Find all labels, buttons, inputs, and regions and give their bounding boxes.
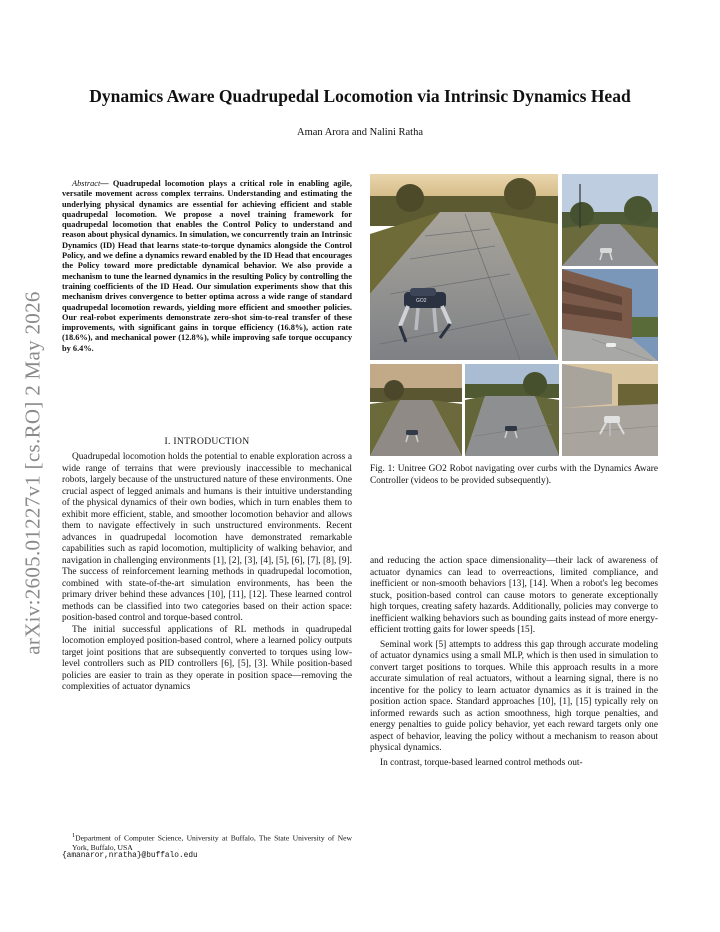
footnote-affiliation: Department of Computer Science, University at Buffalo, The State University of New York, Buffalo, USA <box>72 833 352 852</box>
bottom-right-photo <box>562 364 658 456</box>
left-column-body <box>62 452 352 694</box>
footnote-emails: {amanaror,nratha}@buffalo.edu <box>62 851 198 860</box>
svg-text:GO2: GO2 <box>416 298 427 304</box>
figure-1-caption: Fig. 1: Unitree GO2 Robot navigating over curbs with the Dynamics Aware Controller (videos to be provided subsequently). <box>370 464 658 486</box>
abstract-lead: Abstract <box>72 179 101 188</box>
abstract-block <box>62 179 352 354</box>
top-right-photo <box>562 174 658 266</box>
intro-paragraph-4: Seminal work [5] attempts to address this gap through accurate modeling of actuator dynamics using a small MLP, which is then used in simulation to convert target positions to torques. While this approach results in a more accurate simulation of real actuators, without a learning signal, there is no incentive for the policy to learn actuator dynamics as it is trained in the position action space. Standard approaches [10], [1], [15] typically rely on informed rewards such as action smoothness, high torque penalties, and energy penalties to guide policy behavior, yet each reward targets only one aspect of behavior, leaving the policy without a mechanism to reason about physical dynamics. <box>370 639 658 753</box>
abstract-text: — Quadrupedal locomotion plays a critical role in enabling agile, versatile movement across complex terrains. Understanding and estimating the underlying physical dynamics are essential for achieving efficient and stable quadrupedal locomotion. We propose a novel training framework for quadrupedal locomotion that enables the Control Policy to understand and reason about physical dynamics. In simulation, we concurrently train an Intrinsic Dynamics (ID) Head that learns state-to-torque dynamics alongside the Control Policy, and we define a dynamics reward enabled by the ID Head that encourages the Policy toward more predictable dynamical behavior. We also provide a mechanism to tune the learned dynamics in the resulting Policy by controlling the training coefficients of the ID Head. Our simulation experiments show that this mechanism drives convergence to better optima across a wide range of standard quadrupedal locomotion rewards, yielding more efficient and smoother policies. Our real-robot experiments demonstrate zero-shot sim-to-real transfer of these improvements, with significant gains in torque efficiency (16.8%), action rate (18.6%), and mechanical power (12.8%), while improving safe torque occupancy by 6.4%. <box>62 179 352 353</box>
affiliation-footnote <box>62 831 352 861</box>
right-column-body <box>370 556 658 769</box>
intro-paragraph-2: The initial successful applications of RL methods in quadrupedal locomotion employed position-based control, where a learned policy outputs target joint positions that are subsequently converted to torques using low-level controllers such as PID controllers [6], [5], [3]. While position-based policies are easier to train as they operate in position space—removing the complexities of actuator dynamics <box>62 624 352 692</box>
arxiv-id-text: arXiv:2605.01227v1 [cs.RO] 2 May 2026 <box>20 291 45 655</box>
middle-right-photo <box>562 269 658 361</box>
intro-paragraph-5: In contrast, torque-based learned control methods out- <box>380 757 583 768</box>
bottom-center-photo <box>465 364 559 456</box>
bottom-left-photo <box>370 364 462 456</box>
section-heading-introduction: I. INTRODUCTION <box>164 436 250 447</box>
main-robot-photo <box>370 174 558 360</box>
intro-paragraph-1: Quadrupedal locomotion holds the potential to enable exploration across a wide range of terrains that were previously inaccessible to mechanical robots, largely because of the unstructured nature of these environments. One crucial aspect of legged animals and humans is their intuitive understanding of the physical dynamics of their own bodies, which in turn enables them to exhibit more efficient, stable, and smoother locomotion behavior and allows them to navigate effectively in such unstructured environments. Recent advances in quadrupedal locomotion have demonstrated remarkable capabilities such as rapid locomotion, multiplicity of walking behavior, and navigation in challenging environments [1], [2], [3], [4], [5], [6], [7], [8], [9]. The success of reinforcement learning methods in quadrupedal locomotion, combined with state-of-the-art simulation environments, has been the primary driver behind these advances [10], [11], [12]. These learned control methods can be classified into two categories based on their action space: position-based control and torque-based control. <box>62 452 352 623</box>
figure-1-collage <box>370 174 658 456</box>
footnote-marker: 1 <box>72 832 76 839</box>
intro-paragraph-3: and reducing the action space dimensionality—their lack of awareness of actuator dynamics can lead to overreactions, limited compliance, and inefficient or non-smooth behaviors [13], [14]. When a robot's leg becomes stuck, position-based control can cause motors to generate exceptionally high torques, creating safety hazards. Additionally, policies may converge to inefficient walking behaviors such as bounding gaits instead of more energy-efficient trotting gaits for lower speeds [15]. <box>370 556 658 635</box>
paper-authors: Aman Arora and Nalini Ratha <box>297 127 423 138</box>
paper-title: Dynamics Aware Quadrupedal Locomotion via Intrinsic Dynamics Head <box>89 86 631 106</box>
arxiv-identifier-stamp <box>10 258 56 688</box>
